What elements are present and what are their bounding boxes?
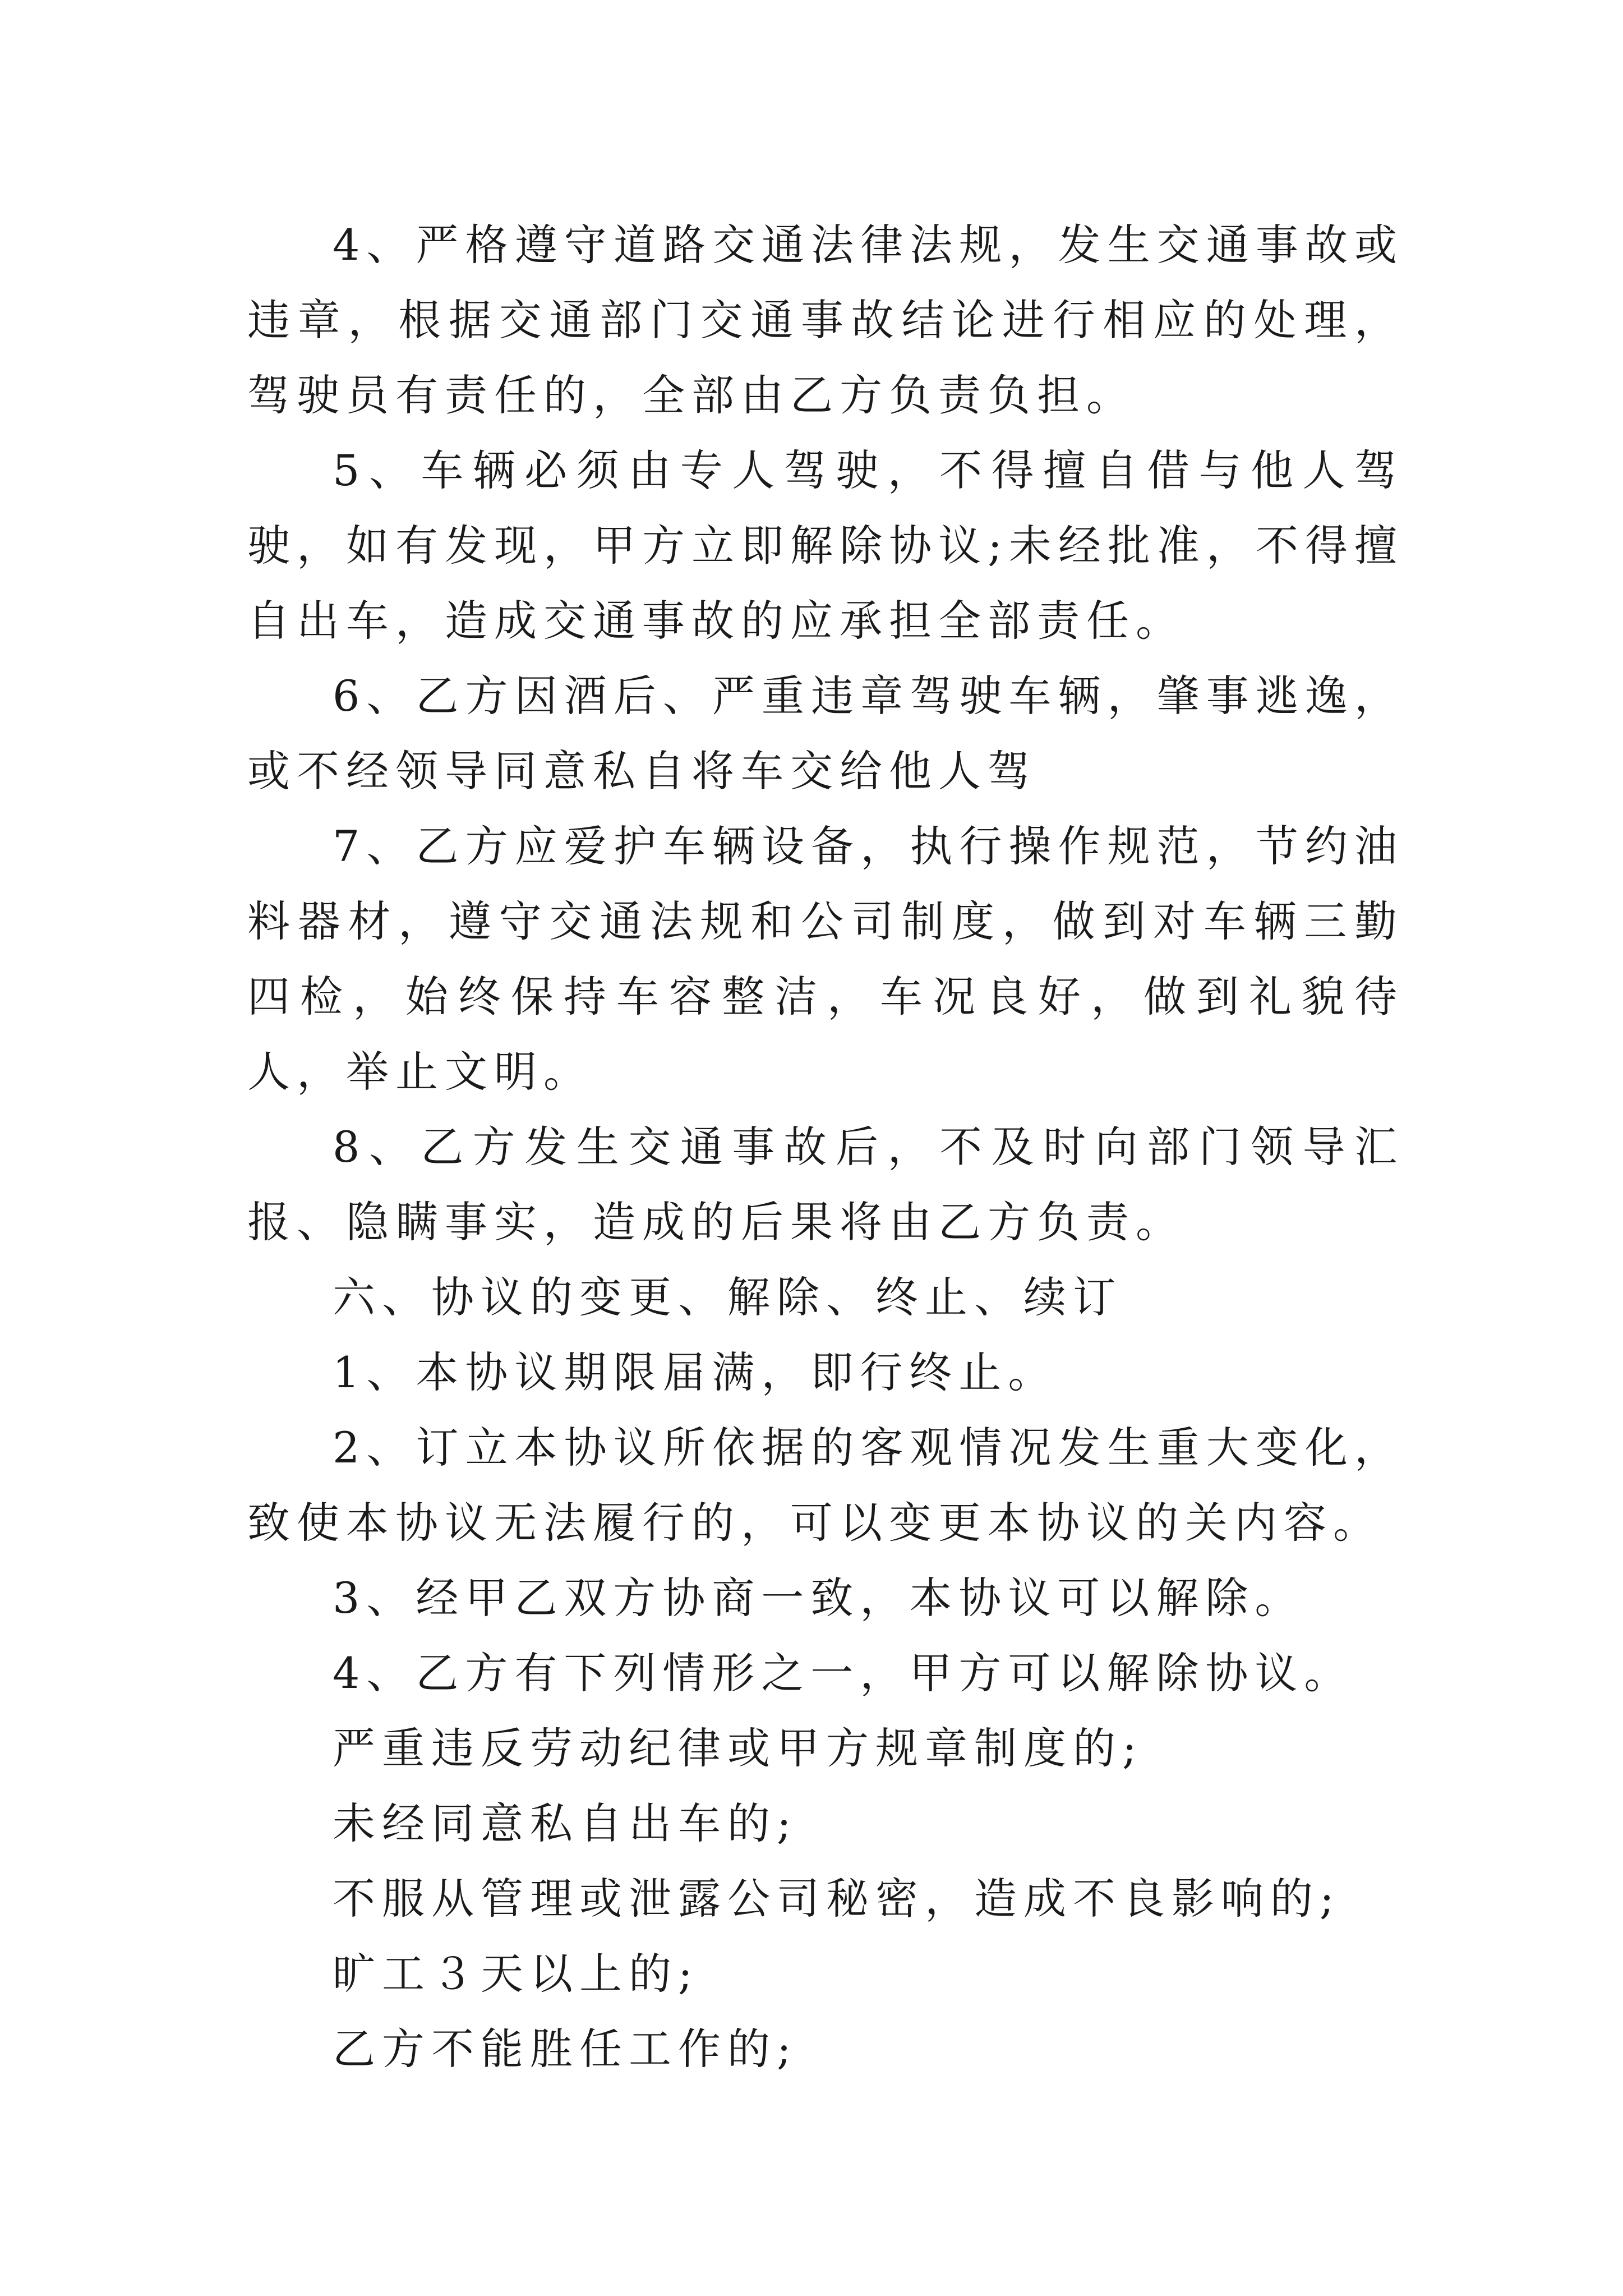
clause-5-4-paragraph: 4、严格遵守道路交通法律法规，发生交通事故或违章，根据交通部门交通事故结论进行相应的处理，驾驶员有责任的，全部由乙方负责负担。 — [247, 220, 1404, 420]
document-body — [247, 208, 1404, 2087]
clause-5-6-paragraph: 6、乙方因酒后、严重违章驾驶车辆，肇事逃逸，或不经领导同意私自将车交给他人驾 — [247, 671, 1404, 796]
clause-5-5-paragraph: 5、车辆必须由专人驾驶，不得擅自借与他人驾驶，如有发现，甲方立即解除协议;未经批准，不得擅自出车，造成交通事故的应承担全部责任。 — [247, 445, 1404, 646]
clause-5-8-paragraph: 8、乙方发生交通事故后，不及时向部门领导汇报、隐瞒事实，造成的后果将由乙方负责。 — [247, 1122, 1404, 1247]
section-6-heading: 六、协议的变更、解除、终止、续订 — [333, 1272, 1122, 1322]
clause-6-1-paragraph: 1、本协议期限届满，即行终止。 — [333, 1347, 1058, 1397]
termination-condition-item: 未经同意私自出车的; — [333, 1798, 798, 1848]
termination-condition-item: 严重违反劳动纪律或甲方规章制度的; — [333, 1723, 1144, 1773]
clause-6-4-paragraph: 4、乙方有下列情形之一，甲方可以解除协议。 — [333, 1648, 1354, 1698]
termination-condition-item: 乙方不能胜任工作的; — [333, 2024, 798, 2074]
clause-5-7-paragraph: 7、乙方应爱护车辆设备，执行操作规范，节约油料器材，遵守交通法规和公司制度，做到对车辆三勤四检，始终保持车容整洁，车况良好，做到礼貌待人，举止文明。 — [247, 821, 1404, 1097]
clause-6-3-paragraph: 3、经甲乙双方协商一致，本协议可以解除。 — [333, 1573, 1304, 1623]
termination-condition-item: 旷工３天以上的; — [333, 1949, 699, 1999]
clause-6-2-paragraph: 2、订立本协议所依据的客观情况发生重大变化，致使本协议无法履行的，可以变更本协议的关内容。 — [247, 1423, 1404, 1548]
termination-condition-item: 不服从管理或泄露公司秘密，造成不良影响的; — [333, 1874, 1341, 1924]
